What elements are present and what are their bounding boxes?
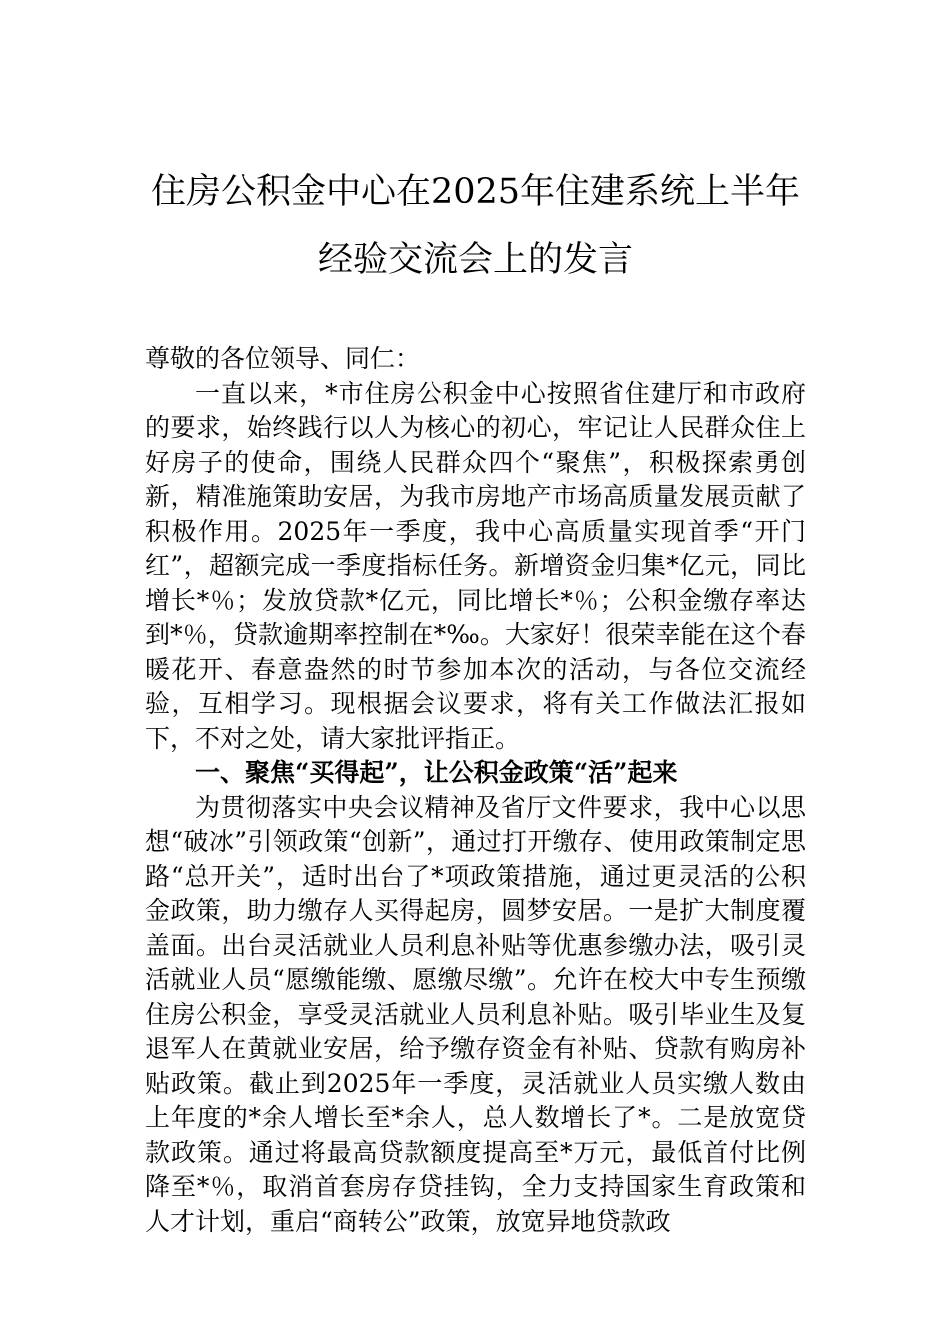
paragraph-intro: 一直以来，*市住房公积金中心按照省住建厅和市政府的要求，始终践行以人为核心的初心，牢记让人民群众住上好房子的使命，围绕人民群众四个“聚焦”，积极探索勇创新，精准施策助安居，为我市房地产市场高质量发展贡献了积极作用。2025年一季度，我中心高质量实现首季“开门红”，超额完成一季度指标任务。新增资金归集*亿元，同比增长*％；发放贷款*亿元，同比增长*％；公积金缴存率达到*％，贷款逾期率控制在*‰。大家好！很荣幸能在这个春暖花开、春意盎然的时节参加本次的活动，与各位交流经验，互相学习。现根据会议要求，将有关工作做法汇报如下，不对之处，请大家批评指正。 — [145, 378, 806, 753]
salutation: 尊敬的各位领导、同仁： — [145, 344, 421, 373]
document-title — [145, 0, 806, 294]
section-heading-1: 一、聚焦“买得起”，让公积金政策“活”起来 — [195, 758, 678, 787]
paragraph-section-1: 为贯彻落实中央会议精神及省厅文件要求，我中心以思想“破冰”引领政策“创新”，通过打开缴存、使用政策制定思路“总开关”，适时出台了*项政策措施，通过更灵活的公积金政策，助力缴存人买得起房，圆梦安居。一是扩大制度覆盖面。出台灵活就业人员利息补贴等优惠参缴办法，吸引灵活就业人员“愿缴能缴、愿缴尽缴”。允许在校大中专生预缴住房公积金，享受灵活就业人员利息补贴。吸引毕业生及复退军人在黄就业安居，给予缴存资金有补贴、贷款有购房补贴政策。截止到2025年一季度，灵活就业人员实缴人数由上年度的*余人增长至*余人，总人数增长了*。二是放宽贷款政策。通过将最高贷款额度提高至*万元，最低首付比例降至*％，取消首套房存贷挂钩，全力支持国家生育政策和人才计划，重启“商转公”政策，放宽异地贷款政 — [145, 792, 806, 1236]
title-line-2: 经验交流会上的发言 — [317, 240, 633, 280]
document-body — [145, 342, 806, 1239]
title-line-1: 住房公积金中心在2025年住建系统上半年 — [150, 172, 801, 212]
